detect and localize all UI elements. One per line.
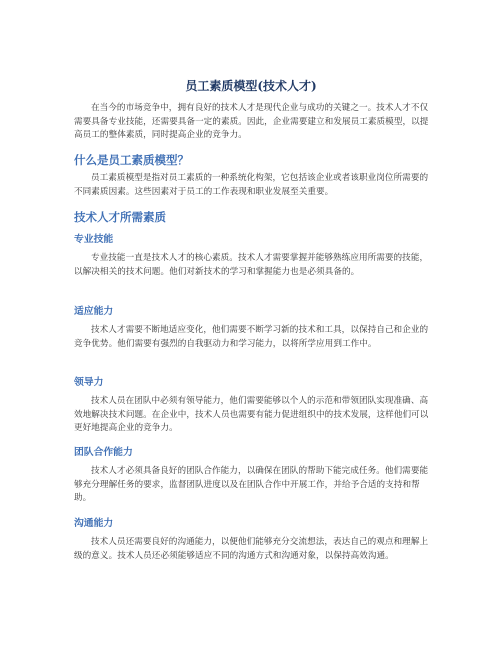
subsection-heading-adaptability: 适应能力: [74, 306, 114, 317]
subsection-paragraph-communication: 技术人员还需要良好的沟通能力，以便他们能够充分交流想法，表达自己的观点和理解上级的意义。技术人员还必须能够适应不同的沟通方式和沟通对象，以保持高效沟通。: [74, 537, 429, 561]
subsection-heading-communication: 沟通能力: [74, 518, 114, 529]
section-heading-required-qualities: 技术人才所需素质: [74, 210, 166, 224]
document-title: 员工素质模型(技术人才): [185, 79, 317, 93]
subsection-paragraph-adaptability: 技术人才需要不断地适应变化，他们需要不断学习新的技术和工具，以保持自己和企业的竞争优势。他们需要有强烈的自我驱动力和学习能力，以将所学应用到工作中。: [74, 325, 429, 349]
subsection-heading-professional-skills: 专业技能: [74, 234, 114, 245]
subsection-paragraph-leadership: 技术人员在团队中必须有领导能力，他们需要能够以个人的示范和带领团队实现准确、高效地解决技术问题。在企业中，技术人员也需要有能力促进组织中的技术发展，这样他们可以更好地提高企业的竞争力。: [74, 396, 429, 434]
intro-paragraph: 在当今的市场竞争中，拥有良好的技术人才是现代企业与成功的关键之一。技术人才不仅需要具备专业技能，还需要具备一定的素质。因此，企业需要建立和发展员工素质模型，以提高员工的整体素质，同时提高企业的竞争力。: [74, 103, 429, 141]
section-paragraph-what-is-model: 员工素质模型是指对员工素质的一种系统化构架，它包括该企业或者该职业岗位所需要的不同素质因素。这些因素对于员工的工作表现和职业发展至关重要。: [74, 173, 429, 197]
subsection-heading-leadership: 领导力: [74, 377, 104, 388]
section-heading-what-is-model: 什么是员工素质模型？: [74, 153, 189, 167]
subsection-heading-teamwork: 团队合作能力: [74, 447, 133, 458]
subsection-paragraph-teamwork: 技术人才必须具备良好的团队合作能力，以确保在团队的帮助下能完成任务。他们需要能够充分理解任务的要求，监督团队进度以及在团队合作中开展工作，并给予合适的支持和帮助。: [74, 466, 429, 504]
subsection-paragraph-professional-skills: 专业技能一直是技术人才的核心素质。技术人才需要掌握并能够熟练应用所需要的技能，以解决相关的技术问题。他们对新技术的学习和掌握能力也是必须具备的。: [74, 253, 429, 277]
